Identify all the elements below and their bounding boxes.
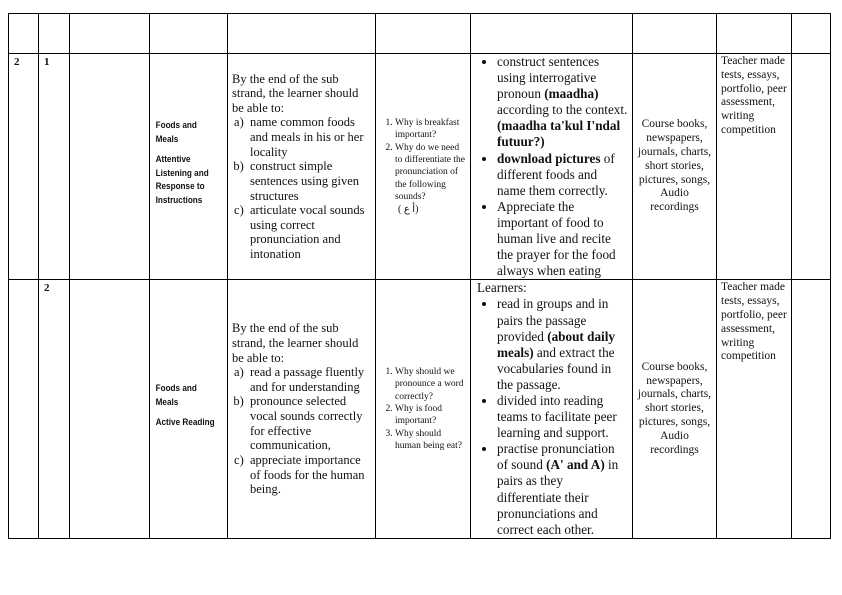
header-cell xyxy=(471,14,633,54)
list-item: 2. Why is food important? xyxy=(395,403,467,428)
list-item: • Appreciate the important of food to human live and recite the prayer for the food always when eating xyxy=(497,199,628,279)
header-cell xyxy=(9,14,39,54)
list-item: a. read a passage fluently and for understanding xyxy=(250,365,371,394)
header-cell xyxy=(633,14,717,54)
week-cell xyxy=(9,280,39,539)
experiences-list xyxy=(477,54,628,279)
list-item: c. appreciate importance of foods for the human being. xyxy=(250,453,371,497)
header-cell xyxy=(376,14,471,54)
scheme-of-work-table xyxy=(8,13,831,539)
list-item: c. articulate vocal sounds using correct pronunciation and intonation xyxy=(250,203,371,262)
header-cell xyxy=(717,14,792,54)
strand-cell xyxy=(70,280,150,539)
learning-outcomes-cell xyxy=(228,54,376,280)
list-item: • practise pronunciation of sound (A' and A) in pairs as they differentiate their pronunciations and correct each other. xyxy=(497,441,628,538)
list-item: 3. Why should human being eat? xyxy=(395,428,467,453)
list-item: 1. Why should we pronounce a word correctly? xyxy=(395,366,467,403)
outcomes-intro: By the end of the sub strand, the learner should be able to: xyxy=(232,71,359,115)
outcomes-list xyxy=(232,365,371,497)
list-item: 1. Why is breakfast important? xyxy=(395,117,467,142)
list-item: • download pictures of different foods and name them correctly. xyxy=(497,151,628,199)
sub-strand-title: Attentive Listening and Response to Instructions xyxy=(155,153,209,207)
lesson-cell: 1 xyxy=(39,54,70,280)
experiences-list xyxy=(477,296,628,537)
resources-cell: Course books, newspapers, journals, charts, short stories, pictures, songs, Audio recordings xyxy=(633,280,717,539)
experiences-lead: Learners: xyxy=(477,280,527,296)
inquiry-questions-cell xyxy=(376,280,471,539)
learning-experiences-cell xyxy=(471,54,633,280)
outcomes-list xyxy=(232,115,371,261)
list-item: • construct sentences using interrogative pronoun (maadha) according to the context. (maadha ta'kul I'ndal futuur?) xyxy=(497,54,628,151)
arabic-sounds: ( أ ع) xyxy=(398,204,419,216)
learning-experiences-cell xyxy=(471,280,633,539)
list-item: 2. Why do we need to differentiate the pronunciation of the following sounds? xyxy=(395,142,467,204)
header-cell xyxy=(150,14,228,54)
outcomes-intro: By the end of the sub strand, the learner should be able to: xyxy=(232,321,359,365)
header-row xyxy=(9,14,831,54)
assessment-cell: Teacher made tests, essays, portfolio, peer assessment, writing competition xyxy=(717,54,792,280)
list-item: b. pronounce selected vocal sounds correctly for effective communication, xyxy=(250,394,371,453)
lesson-cell: 2 xyxy=(39,280,70,539)
inquiry-list xyxy=(380,366,467,452)
header-cell xyxy=(70,14,150,54)
sub-strand-title: Active Reading xyxy=(155,416,215,428)
list-item: b. construct simple sentences using given structures xyxy=(250,159,371,203)
assessment-cell: Teacher made tests, essays, portfolio, peer assessment, writing competition xyxy=(717,280,792,539)
remarks-cell xyxy=(792,54,831,280)
strand-cell xyxy=(70,54,150,280)
strand-title: Foods and Meals xyxy=(155,120,197,146)
table-row xyxy=(9,54,831,280)
resources-cell: Course books, newspapers, journals, charts, short stories, pictures, songs, Audio recordings xyxy=(633,54,717,280)
list-item: • divided into reading teams to facilitate peer learning and support. xyxy=(497,393,628,441)
header-cell xyxy=(228,14,376,54)
table-row xyxy=(9,280,831,539)
list-item: • read in groups and in pairs the passage provided (about daily meals) and extract the vocabularies found in the passage. xyxy=(497,296,628,393)
inquiry-questions-cell xyxy=(376,54,471,280)
header-cell xyxy=(792,14,831,54)
topic-cell xyxy=(150,54,217,280)
inquiry-list xyxy=(380,117,467,203)
remarks-cell xyxy=(792,280,831,539)
topic-cell xyxy=(150,280,217,539)
learning-outcomes-cell xyxy=(228,280,376,539)
week-cell: 2 xyxy=(9,54,39,280)
list-item: a. name common foods and meals in his or her locality xyxy=(250,115,371,159)
strand-title: Foods and Meals xyxy=(155,383,197,409)
header-cell xyxy=(39,14,70,54)
